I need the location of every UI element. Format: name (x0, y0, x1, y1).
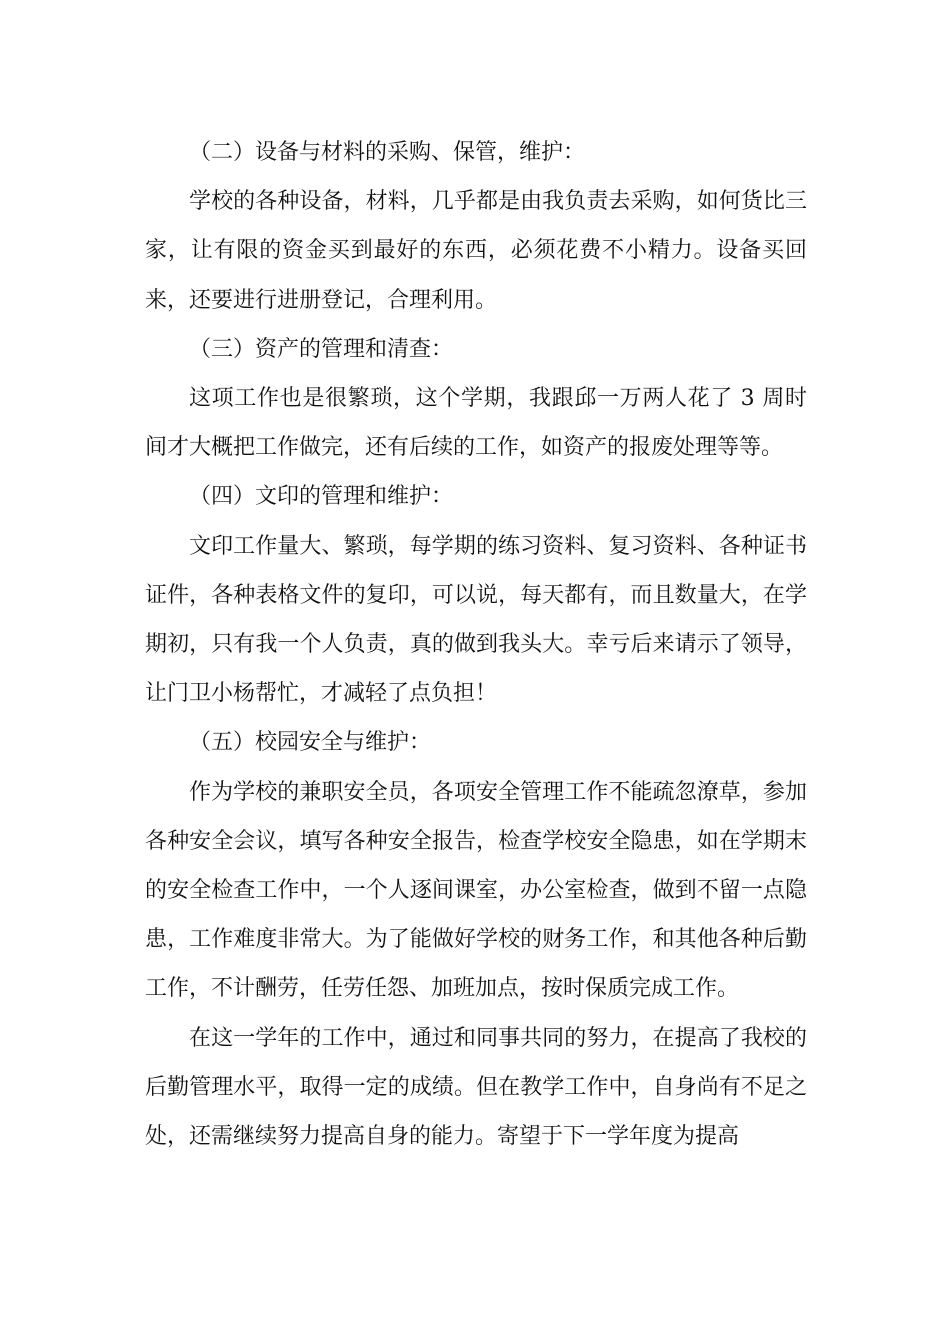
paragraph-safety: 作为学校的兼职安全员，各项安全管理工作不能疏忽潦草，参加各种安全会议，填写各种安全报告，检查学校安全隐患，如在学期末的安全检查工作中，一个人逐间课室，办公室检查，做到不留一点隐患，工作难度非常大。为了能做好学校的财务工作，和其他各种后勤工作，不计酬劳，任劳任怨、加班加点，按时保质完成工作。 (145, 779, 807, 1002)
document-body (145, 128, 807, 1161)
paragraph-equipment: 学校的各种设备，材料，几乎都是由我负责去采购，如何货比三家，让有限的资金买到最好的东西，必须花费不小精力。设备买回来，还要进行进册登记，合理利用。 (145, 189, 807, 313)
section-heading-safety: （五）校园安全与维护： (189, 730, 432, 756)
section-heading-printing: （四）文印的管理和维护： (189, 484, 454, 510)
paragraph-printing: 文印工作量大、繁琐，每学期的练习资料、复习资料、各种证书证件，各种表格文件的复印，可以说，每天都有，而且数量大，在学期初，只有我一个人负责，真的做到我头大。幸亏后来请示了领导，让门卫小杨帮忙，才减轻了点负担！ (145, 533, 807, 707)
paragraph-assets: 这项工作也是很繁琐，这个学期，我跟邱一万两人花了 3 周时间才大概把工作做完，还有后续的工作，如资产的报废处理等等。 (145, 386, 807, 461)
paragraph-summary: 在这一学年的工作中，通过和同事共同的努力，在提高了我校的后勤管理水平，取得一定的成绩。但在教学工作中，自身尚有不足之处，还需继续努力提高自身的能力。寄望于下一学年度为提高 (145, 1025, 807, 1150)
section-heading-equipment: （二）设备与材料的采购、保管，维护： (189, 140, 586, 165)
section-heading-assets: （三）资产的管理和清查： (189, 336, 454, 362)
